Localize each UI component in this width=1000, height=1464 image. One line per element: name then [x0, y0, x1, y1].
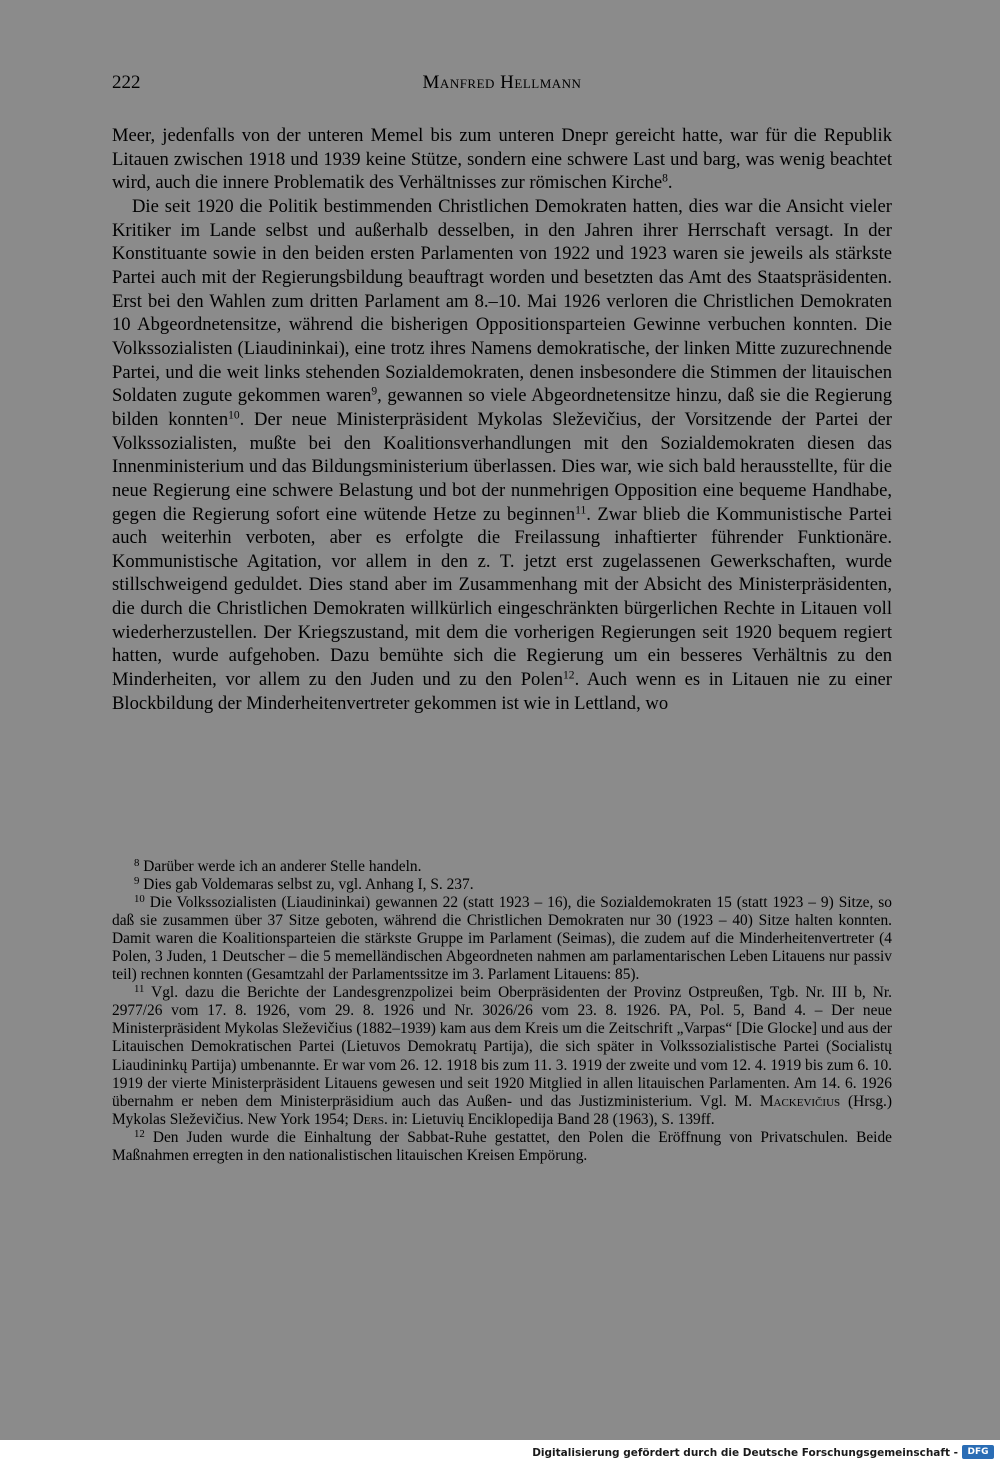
- footnote-ref-10: 10: [228, 409, 240, 422]
- running-head: Manfred Hellmann: [422, 72, 582, 93]
- footnote-9: $^9$ Dies gab Voldemaras selbst zu, vgl. Anhang I, S. 237.: [134, 875, 474, 894]
- footnote-10: $^{10}$ Die Volkssozialisten (Liaudininkai) gewannen 22 (statt 1923 – 16), die Sozialdemokraten 15 (statt 1923 – 9) Sitze, so daß sie zusammen über 37 Sitze geboten, während die Christlichen Demokraten nur 30 (1923 – 40) Sitze halten konnten. Damit waren die Koalitionsparteien die stärkste Gruppe im Parlament (Seimas), die zudem auf die Minderheitenvertreter (4 Polen, 3 Juden, 1 Deutscher – die 5 memelländischen Abgeordneten nahmen am parlamentarischen Leben Litauens nur passiv teil) rechnen konnten (Gesamtzahl der Parlamentssitze im 3. Parlament Litauens: 85).: [112, 893, 892, 984]
- ders-abbrev: Ders.: [352, 1110, 388, 1128]
- footnotes: [112, 858, 892, 1165]
- digitization-credit-bar: [0, 1440, 1000, 1464]
- dfg-credit-text: Digitalisierung gefördert durch die Deutsche Forschungsgemeinschaft -: [532, 1447, 958, 1459]
- paragraph-2: Die seit 1920 die Politik bestimmenden Christlichen Demokraten hatten, dies war die Ansicht vieler Kritiker im Lande selbst und außerhalb desselben, in den Jahren ihrer Herrschaft versagt. In der Konstituante sowie in den beiden ersten Parlamenten von 1922 und 1923 waren sie jeweils als stärkste Partei auch mit der Regierungsbildung beauftragt worden und besetzten das Amt des Staatspräsidenten. Erst bei den Wahlen zum dritten Parlament am 8.–10. Mai 1926 verloren die Christlichen Demokraten 10 Abgeordnetensitze, während die bisherigen Oppositionsparteien Gewinne verbuchen konnten. Die Volkssozialisten (Liaudininkai), eine trotz ihres Namens demokratische, der linken Mitte zuzurechnende Partei, und die weit links stehenden Sozialdemokraten, denen insbesondere die Stimmen der litauischen Soldaten zugute gekommen waren$^9$, gewannen so viele Abgeordnetensitze hinzu, daß sie die Regierung bilden konnten$^{10}$. Der neue Ministerpräsident Mykolas Sleževičius, der Vorsitzende der Partei der Volkssozialisten, mußte bei den Koalitionsverhandlungen mit den Sozialdemokraten diesen das Innenministerium und das Bildungsministerium überlassen. Dies war, wie sich bald herausstellte, für die neue Regierung eine schwere Belastung und bot der nunmehrigen Opposition eine bequeme Handhabe, gegen die Regierung sofort eine wütende Hetze zu beginnen$^{11}$. Zwar blieb die Kommunistische Partei auch weiterhin verboten, aber es erfolgte die Freilassung inhaftierter führender Funktionäre. Kommunistische Agitation, vor allem in den z. T. jetzt erst zugelassenen Gewerkschaften, wurde stillschweigend geduldet. Dies stand aber im Zusammenhang mit der Absicht des Ministerpräsidenten, die durch die Christlichen Demokraten willkürlich eingeschränkten bürgerlichen Rechte in Litauen voll wiederherzustellen. Der Kriegszustand, mit dem die vorherigen Regierungen seit 1920 bequem regiert hatten, wurde aufgehoben. Dazu bemühte sich die Regierung um ein besseres Verhältnis zu den Minderheiten, vor allem zu den Juden und zu den Polen$^{12}$. Auch wenn es in Litauen nie zu einer Blockbildung der Minderheitenvertreter gekommen ist wie in Lettland, wo: [112, 195, 892, 714]
- dfg-logo: DFG: [962, 1445, 994, 1459]
- footnote-ref-8: 8: [662, 172, 668, 185]
- footnote-12: $^{12}$ Den Juden wurde die Einhaltung der Sabbat-Ruhe gestattet, den Polen die Eröffnung von Privatschulen. Beide Maßnahmen erregten in den nationalistischen litauischen Kreisen Empörung.: [112, 1127, 892, 1164]
- footnote-8: $^8$ Darüber werde ich an anderer Stelle handeln.: [134, 857, 422, 875]
- page-number: 222: [112, 72, 141, 93]
- paragraph-1: Meer, jedenfalls von der unteren Memel bis zum unteren Dnepr gereicht hatte, war für die Republik Litauen zwischen 1918 und 1939 keine Stütze, sondern eine schwere Last und barg, was wenig beachtet wird, auch die innere Problematik des Verhältnisses zur römischen Kirche$^8$.: [112, 125, 892, 194]
- main-text: [112, 124, 892, 715]
- footnote-ref-12: 12: [563, 669, 575, 682]
- footnote-11: $^{11}$ Vgl. dazu die Berichte der Landesgrenzpolizei beim Oberpräsidenten der Provinz Ostpreußen, Tgb. Nr. III b, Nr. 2977/26 vom 17. 8. 1926, vom 29. 8. 1926 und Nr. 3026/26 vom 23. 8. 1926. PA, Pol. 5, Band 4. – Der neue Ministerpräsident Mykolas Sleževičius (1882–1939) kam aus dem Kreis um die Zeitschrift „Varpas“ [Die Glocke] und aus der Litauischen Demokratischen Partei (Lietuvos Demokratų Partija), die sich später in Volkssozialistische Partei (Socialistų Liaudininkų Partija) umbenannte. Er war vom 26. 12. 1918 bis zum 11. 3. 1919 der zweite und vom 12. 4. 1919 bis zum 6. 10. 1919 der vierte Ministerpräsident Litauens gewesen und seit 1920 Mitglied in allen litauischen Parlamenten. Am 14. 6. 1926 übernahm er neben dem Ministerpräsidium auch das Außen- und das Justizministerium. Vgl. M. Mackevičius (Hrsg.) Mykolas Sleževičius. New York 1954; Ders. in: Lietuvių Enciklopedija Band 28 (1963), S. 139ff.: [112, 983, 892, 1128]
- footnote-ref-11: 11: [575, 504, 587, 517]
- page-header: [112, 72, 892, 98]
- footnote-ref-9: 9: [371, 385, 378, 398]
- author-name: Mackevičius: [759, 1092, 841, 1110]
